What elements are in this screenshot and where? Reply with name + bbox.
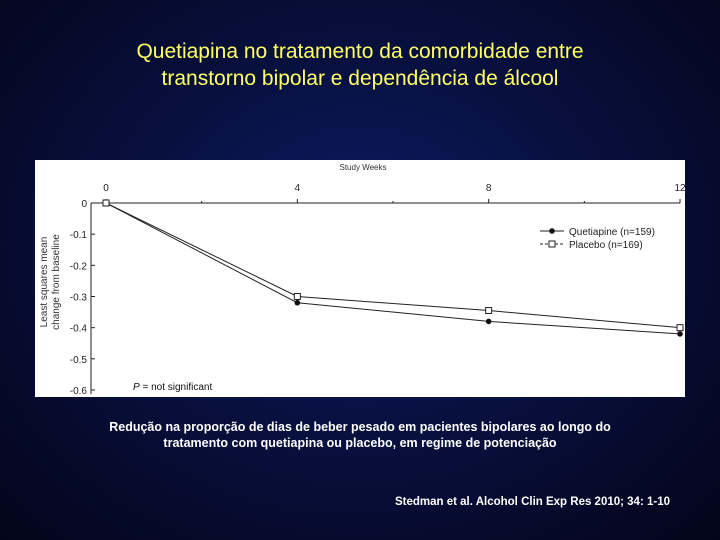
chart-panel <box>35 160 685 397</box>
annotation-text: = not significant <box>139 382 213 393</box>
annotation-p: P <box>133 382 140 393</box>
legend-label: Quetiapine (n=159) <box>569 227 655 238</box>
data-point-placebo <box>486 308 492 314</box>
data-point-quetiapine <box>295 300 301 306</box>
data-point-placebo <box>103 200 109 206</box>
y-tick-label: -0.5 <box>69 354 87 366</box>
x-tick-label: 4 <box>294 183 301 194</box>
data-point-quetiapine <box>486 319 492 325</box>
caption-line-1: Redução na proporção de dias de beber pesado em pacientes bipolares ao longo do <box>109 420 611 434</box>
title-line-2: transtorno bipolar e dependência de álcool <box>161 67 559 90</box>
data-point-placebo <box>677 325 683 331</box>
y-tick-label: -0.4 <box>69 323 87 335</box>
x-tick-label: 0 <box>103 183 109 194</box>
citation: Stedman et al. Alcohol Clin Exp Res 2010; 34: 1-10 <box>394 496 670 508</box>
y-tick-label: -0.2 <box>69 261 87 273</box>
chart-caption <box>60 419 660 451</box>
x-tick-label: 8 <box>485 183 492 194</box>
y-tick-label: -0.3 <box>69 292 87 304</box>
series-line-placebo <box>106 203 680 328</box>
series-line-quetiapine <box>106 203 680 334</box>
caption-line-2: tratamento com quetiapina ou placebo, em regime de potenciação <box>163 436 557 450</box>
title-line-1: Quetiapina no tratamento da comorbidade entre <box>136 40 584 63</box>
y-axis-title-line-2: change from baseline <box>51 234 62 330</box>
legend-label: Placebo (n=169) <box>569 240 643 251</box>
data-point-placebo <box>294 294 300 300</box>
slide-title <box>40 38 680 92</box>
legend-marker-quetiapine <box>549 228 555 234</box>
y-tick-label: 0 <box>81 199 87 210</box>
data-point-quetiapine <box>677 331 683 337</box>
y-axis-title-line-1: Least squares mean <box>39 236 50 328</box>
y-tick-label: -0.1 <box>69 230 87 242</box>
significance-annotation <box>133 382 212 393</box>
line-chart <box>35 160 685 397</box>
y-tick-label: -0.6 <box>69 386 87 397</box>
legend-marker-placebo <box>549 241 555 247</box>
x-axis-title: Study Weeks <box>339 163 387 172</box>
x-tick-label: 12 <box>674 183 685 194</box>
